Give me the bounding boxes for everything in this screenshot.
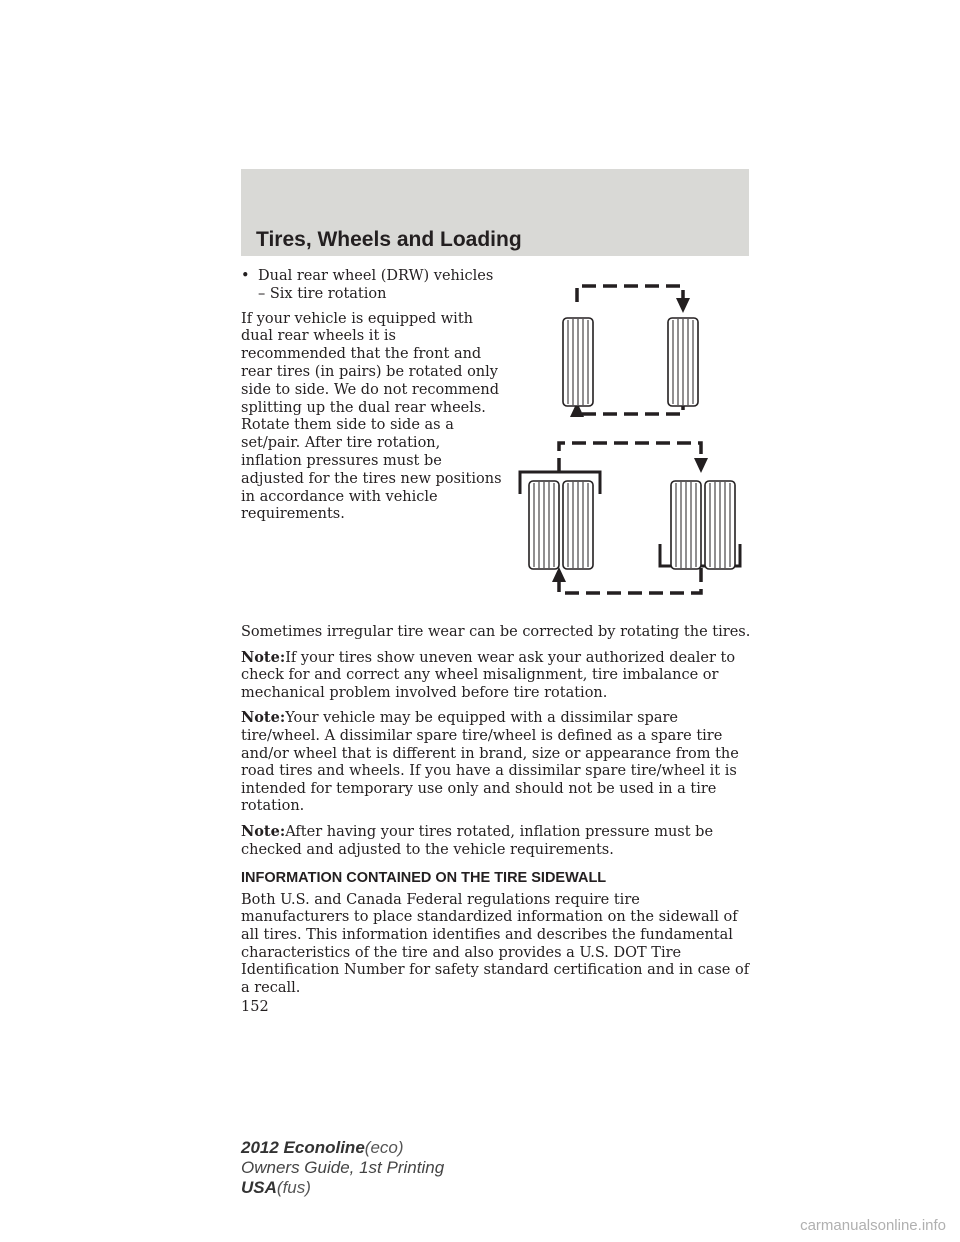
document-footer [241,1138,444,1198]
sidewall-section-heading: INFORMATION CONTAINED ON THE TIRE SIDEWALL [241,870,607,887]
note-inflation [241,823,751,859]
tire-wear-sentence: Sometimes irregular tire wear can be corrected by rotating the tires. [241,624,751,640]
site-watermark: carmanualsonline.info [800,1217,946,1234]
drw-rotation-paragraph: If your vehicle is equipped with dual rear wheels it is recommended that the front and rear tires (in pairs) be rotated only side to side. We do not recommend splitting up the dual rear wheels. Rotate them side to side as a set/pair. After tire rotation, inflation pressures must be adjusted for the tires new positions in accordance with vehicle requirements. [241,310,502,523]
rear-rotation-path [559,443,701,472]
section-title: Tires, Wheels and Loading [256,228,522,251]
note-dissimilar-spare [241,709,751,816]
rear-left-inner-tire-icon [563,481,593,569]
note-text: After having your tires rotated, inflation pressure must be checked and adjusted to the vehicle requirements. [241,823,714,858]
note-label: Note: [241,709,286,727]
footer-line-market: USA(fus) [241,1178,311,1197]
footer-line-model: 2012 Econoline(eco) [241,1138,404,1157]
rear-right-inner-tire-icon [671,481,701,569]
note-label: Note: [241,822,286,840]
note-text: If your tires show uneven wear ask your authorized dealer to check for and correct any wheel misalignment, tire imbalance or mechanical problem involved before tire rotation. [241,649,736,701]
front-rotation-path [577,286,683,302]
note-alignment [241,649,751,703]
front-right-arrowhead-icon [676,298,690,313]
six-tire-rotation-diagram [505,280,750,600]
page-number: 152 [241,999,269,1016]
main-body [241,624,751,1017]
bullet-marker: • [241,268,250,284]
bullet-text: Dual rear wheel (DRW) vehicles – Six tire rotation [258,268,494,302]
intro-column [241,268,503,524]
section-header-band [241,169,749,256]
front-right-tire-icon [668,318,698,406]
note-label: Note: [241,648,286,666]
footer-line-edition: Owners Guide, 1st Printing [241,1158,445,1177]
bullet-item [241,268,503,304]
rear-left-outer-tire-icon [529,481,559,569]
sidewall-paragraph: Both U.S. and Canada Federal regulations require tire manufacturers to place standardized information on the sidewall of all tires. This information identifies and describes the fundamental characteristics of the tire and also provides a U.S. DOT Tire Identification Number for safety standard certification and in case of a recall. [241,891,750,996]
rear-right-outer-tire-icon [705,481,735,569]
rear-right-arrowhead-icon [694,458,708,473]
note-text: Your vehicle may be equipped with a dissimilar spare tire/wheel. A dissimilar spare tire/wheel is defined as a spare tire and/or wheel that is different in brand, size or appearance from the road tires and wheels. If you have a dissimilar spare tire/wheel it is intended for temporary use only and should not be used in a tire rotation. [241,710,739,815]
front-left-tire-icon [563,318,593,406]
rear-return-path [559,568,701,593]
